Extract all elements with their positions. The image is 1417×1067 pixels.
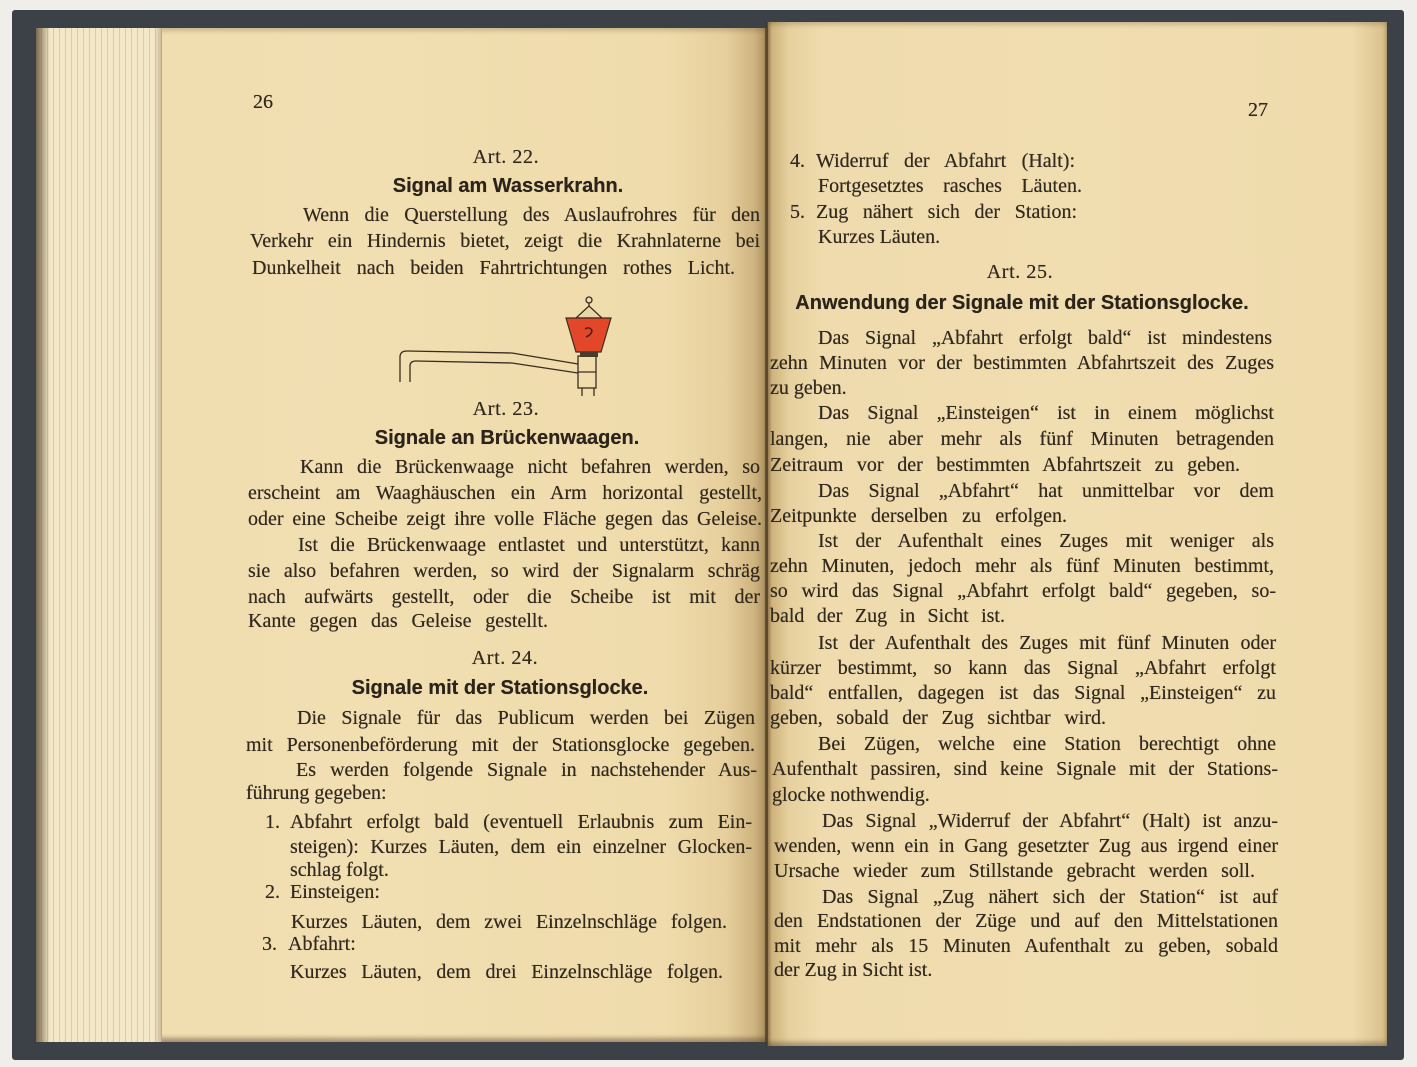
- page-number: 26: [253, 91, 273, 113]
- text-line: Das Signal „Zug nähert sich der Station“ ist auf: [822, 886, 1278, 908]
- list-item-line: Abfahrt erfolgt bald (eventuell Erlaubnis zum Ein-: [290, 811, 752, 833]
- text-line: langen, nie aber mehr als fünf Minuten betragenden: [770, 428, 1274, 450]
- text-line: bald“ entfallen, dagegen ist das Signal „Einsteigen“ zu: [770, 682, 1276, 704]
- text-line: mit Personenbeförderung mit der Stationsglocke gegeben.: [246, 734, 755, 756]
- article-heading: Art. 25.: [986, 261, 1054, 283]
- article-title: Signal am Wasserkrahn.: [392, 175, 624, 197]
- crane-pipe-bottom-edge: [410, 361, 578, 382]
- page-number: 27: [1248, 99, 1268, 121]
- page-stack-edges: [36, 28, 162, 1042]
- text-line: Wenn die Querstellung des Auslaufrohres für den: [303, 204, 760, 226]
- text-line: zehn Minuten vor der bestimmten Abfahrtszeit des Zuges: [770, 352, 1274, 374]
- text-line: Das Signal „Abfahrt erfolgt bald“ ist mindestens: [818, 327, 1272, 349]
- text-line: bald der Zug in Sicht ist.: [770, 605, 1005, 627]
- crane-pipe-top-edge: [400, 351, 578, 382]
- water-crane-illustration: [390, 288, 622, 400]
- text-line: Ursache wieder zum Stillstande gebracht werden soll.: [774, 860, 1255, 882]
- text-line: Kante gegen das Geleise gestellt.: [248, 610, 548, 632]
- text-line: Kann die Brückenwaage nicht befahren werden, so: [300, 456, 760, 478]
- article-heading: Art. 22.: [472, 146, 540, 168]
- text-line: zu geben.: [770, 377, 847, 399]
- text-line: zehn Minuten, jedoch mehr als fünf Minuten bestimmt,: [770, 555, 1274, 577]
- lantern-finial-icon: [586, 297, 592, 303]
- list-item-line: Abfahrt:: [288, 933, 356, 955]
- text-line: oder eine Scheibe zeigt ihre volle Fläche gegen das Geleise.: [248, 508, 762, 530]
- list-item-line: Kurzes Läuten, dem drei Einzelnschläge folgen.: [290, 961, 723, 983]
- text-line: sie also befahren werden, so wird der Signalarm schräg: [248, 560, 760, 582]
- text-line: Das Signal „Abfahrt“ hat unmittelbar vor dem: [818, 480, 1274, 502]
- list-item-line: Kurzes Läuten.: [818, 226, 941, 248]
- text-line: Das Signal „Widerruf der Abfahrt“ (Halt) ist anzu-: [822, 810, 1278, 832]
- list-item-line: Einsteigen:: [290, 881, 380, 903]
- article-heading: Art. 24.: [471, 647, 539, 669]
- list-item-line: Zug nähert sich der Station:: [816, 201, 1077, 223]
- text-line: mit mehr als 15 Minuten Aufenthalt zu geben, sobald: [774, 935, 1278, 957]
- text-line: glocke nothwendig.: [772, 784, 930, 806]
- list-item-line: Widerruf der Abfahrt (Halt):: [816, 150, 1075, 172]
- list-item-line: steigen): Kurzes Läuten, dem ein einzelner Glocken-: [290, 836, 752, 858]
- list-number: 1.: [265, 811, 280, 833]
- list-number: 5.: [790, 201, 805, 223]
- article-title: Signale an Brückenwaagen.: [374, 427, 640, 449]
- text-line: Es werden folgende Signale in nachstehender Aus-: [296, 759, 757, 781]
- text-line: Zeitpunkte derselben zu erfolgen.: [770, 505, 1067, 527]
- text-line: geben, sobald der Zug sichtbar wird.: [770, 707, 1106, 729]
- text-line: Bei Zügen, welche eine Station berechtigt ohne: [818, 733, 1276, 755]
- text-line: Ist der Aufenthalt des Zuges mit fünf Minuten oder: [818, 632, 1276, 654]
- text-line: Die Signale für das Publicum werden bei Zügen: [297, 707, 755, 729]
- text-line: erscheint am Waaghäuschen ein Arm horizontal gestellt,: [248, 482, 762, 504]
- list-item-line: Fortgesetztes rasches Läuten.: [818, 175, 1082, 197]
- text-line: kürzer bestimmt, so kann das Signal „Abfahrt erfolgt: [770, 657, 1276, 679]
- text-line: nach aufwärts gestellt, oder die Scheibe ist mit der: [248, 586, 760, 608]
- text-line: der Zug in Sicht ist.: [774, 959, 933, 981]
- text-line: Aufenthalt passiren, sind keine Signale mit der Stations-: [772, 758, 1278, 780]
- article-title: Signale mit der Stationsglocke.: [351, 677, 649, 699]
- lantern-base: [580, 352, 598, 357]
- text-line: wenden, wenn ein in Gang gesetzter Zug aus irgend einer: [774, 835, 1278, 857]
- list-item-line: Kurzes Läuten, dem zwei Einzelnschläge folgen.: [291, 911, 727, 933]
- text-line: so wird das Signal „Abfahrt erfolgt bald“ gegeben, so-: [770, 580, 1276, 602]
- book-gutter: [765, 22, 768, 1046]
- text-line: führung gegeben:: [246, 782, 387, 804]
- list-number: 4.: [790, 150, 805, 172]
- lantern-roof-icon: [576, 306, 602, 318]
- text-line: Ist die Brückenwaage entlastet und unterstützt, kann: [298, 534, 760, 556]
- list-item-line: schlag folgt.: [290, 859, 389, 881]
- text-line: Ist der Aufenthalt eines Zuges mit weniger als: [818, 530, 1274, 552]
- text-line: Dunkelheit nach beiden Fahrtrichtungen rothes Licht.: [252, 257, 735, 279]
- text-line: den Endstationen der Züge und auf den Mittelstationen: [774, 910, 1278, 932]
- article-heading: Art. 23.: [472, 398, 540, 420]
- text-line: Das Signal „Einsteigen“ ist in einem möglichst: [818, 402, 1274, 424]
- list-number: 2.: [265, 881, 280, 903]
- text-line: Zeitraum vor der bestimmten Abfahrtszeit zu geben.: [770, 454, 1240, 476]
- list-number: 3.: [262, 933, 277, 955]
- article-title: Anwendung der Signale mit der Stationsglocke.: [795, 292, 1249, 314]
- text-line: Verkehr ein Hindernis bietet, zeigt die Krahnlaterne bei: [250, 230, 760, 252]
